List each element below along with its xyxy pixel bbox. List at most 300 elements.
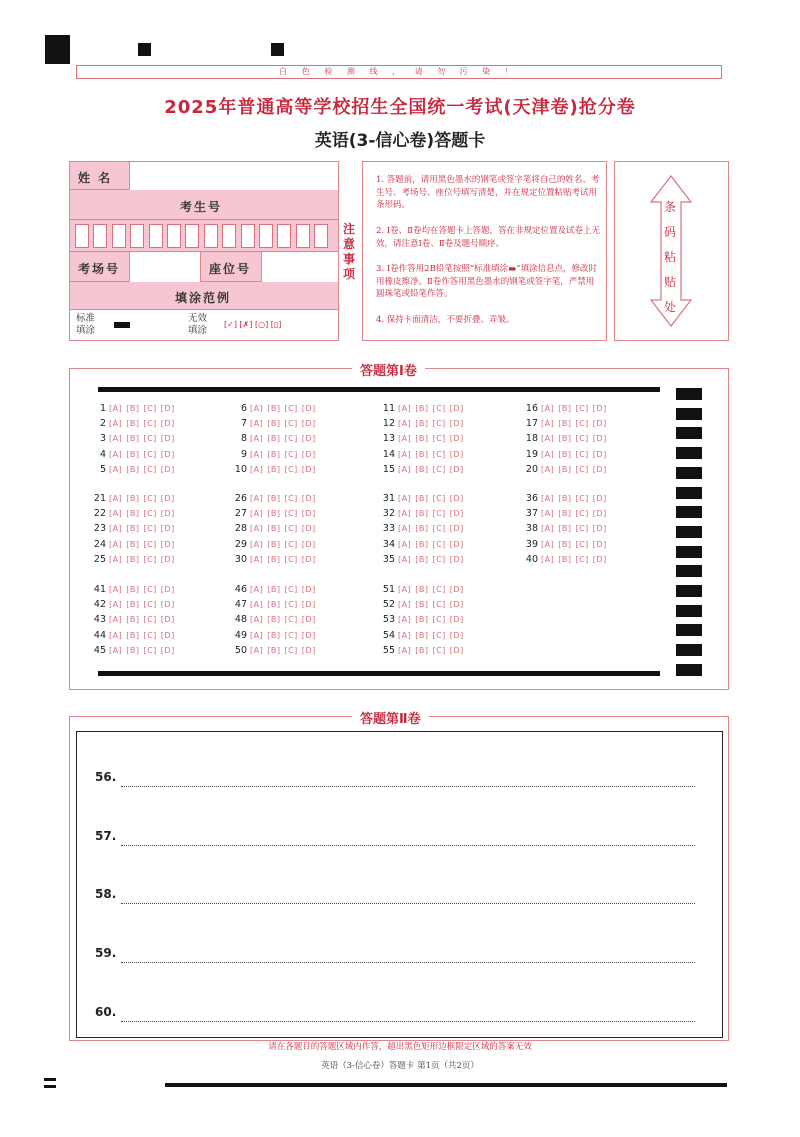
option-bubble[interactable]: [A] [398,630,412,640]
question-number: 60. [95,1005,117,1019]
timing-mark [676,546,702,558]
option-bubble[interactable]: [C] [284,449,298,459]
seat-field[interactable] [262,252,338,283]
option-bubble[interactable]: [C] [575,464,589,474]
question-number: 10 [234,463,247,475]
option-bubble[interactable]: [D] [160,494,175,503]
option-bubble[interactable]: [C] [143,494,157,503]
option-bubble[interactable]: [A] [109,554,123,564]
option-bubble[interactable]: [D] [449,600,464,610]
option-bubble[interactable]: [D] [449,434,464,444]
card-subtitle: 英语(3-信心卷)答题卡 [314,131,486,151]
option-bubble[interactable]: [D] [449,494,464,503]
registration-mark-large [45,35,70,64]
option-bubble[interactable]: [A] [250,600,264,610]
option-bubble[interactable]: [A] [250,554,264,564]
option-bubble[interactable]: [C] [143,464,157,474]
option-bubble[interactable]: [D] [449,539,464,549]
option-bubble[interactable]: [B] [415,494,429,503]
name-field[interactable] [130,162,338,191]
option-bubble[interactable]: [D] [301,464,316,474]
option-bubble[interactable]: [D] [160,464,175,474]
option-bubble[interactable]: [B] [415,449,429,459]
option-bubble[interactable]: [C] [284,585,298,594]
option-bubble[interactable]: [A] [398,585,412,594]
mcq-question [524,493,611,504]
option-bubble[interactable]: [C] [432,645,446,655]
option-bubble[interactable]: [D] [592,494,607,503]
option-bubble[interactable]: [A] [398,404,412,413]
option-bubble[interactable]: [B] [126,494,140,503]
option-bubble[interactable]: [D] [592,509,607,519]
option-bubble[interactable]: [A] [250,585,264,594]
option-bubble[interactable]: [D] [592,434,607,444]
option-bubble[interactable]: [A] [109,539,123,549]
option-bubble[interactable]: [B] [126,524,140,534]
mcq-question [92,508,179,519]
option-bubble[interactable]: [B] [126,464,140,474]
mcq-question [233,630,320,641]
exam-number-digit-box[interactable] [204,224,218,248]
room-field[interactable] [130,252,200,283]
option-bubble[interactable]: [A] [398,419,412,429]
option-bubble[interactable]: [C] [143,539,157,549]
answer-line[interactable] [121,903,695,904]
option-bubble[interactable]: [D] [301,404,316,413]
timing-mark [676,565,702,577]
option-bubble[interactable]: [A] [250,645,264,655]
option-bubble[interactable]: [C] [575,449,589,459]
option-bubble[interactable]: [B] [267,434,281,444]
option-bubble[interactable]: [B] [415,464,429,474]
option-bubble[interactable]: [A] [250,434,264,444]
option-bubble[interactable]: [A] [398,600,412,610]
barcode-area[interactable] [614,161,729,341]
option-bubble[interactable]: [D] [160,615,175,625]
question-number: 38 [525,523,538,535]
option-bubble[interactable]: [D] [301,615,316,625]
option-bubble[interactable]: [C] [575,539,589,549]
option-bubble[interactable]: [B] [126,539,140,549]
mcq-question [524,554,611,565]
option-bubble[interactable]: [A] [109,524,123,534]
option-bubble[interactable]: [B] [267,554,281,564]
option-bubble[interactable]: [C] [432,404,446,413]
option-bubble[interactable]: [D] [160,449,175,459]
option-bubble[interactable]: [A] [398,449,412,459]
question-number: 44 [93,629,106,641]
mcq-question [381,614,468,625]
exam-number-digit-box[interactable] [222,224,236,248]
mcq-question [524,403,611,414]
option-bubble[interactable]: [A] [109,630,123,640]
mcq-question [92,599,179,610]
option-bubble[interactable]: [B] [415,630,429,640]
option-bubble[interactable]: [A] [250,539,264,549]
option-bubble[interactable]: [A] [541,509,555,519]
mcq-question [92,493,179,504]
mcq-question [381,599,468,610]
option-bubble[interactable]: [C] [143,524,157,534]
option-bubble[interactable]: [B] [126,645,140,655]
option-bubble[interactable]: [C] [143,554,157,564]
option-bubble[interactable]: [B] [558,539,572,549]
option-bubble[interactable]: [B] [267,509,281,519]
option-bubble[interactable]: [D] [301,539,316,549]
question-number: 50 [234,644,247,656]
option-bubble[interactable]: [A] [541,464,555,474]
option-bubble[interactable]: [A] [250,419,264,429]
option-bubble[interactable]: [D] [449,645,464,655]
option-bubble[interactable]: [A] [541,554,555,564]
option-bubble[interactable]: [D] [301,509,316,519]
option-bubble[interactable]: [D] [592,524,607,534]
option-bubble[interactable]: [B] [415,404,429,413]
option-bubble[interactable]: [A] [250,404,264,413]
option-bubble[interactable]: [B] [558,419,572,429]
option-bubble[interactable]: [B] [558,434,572,444]
option-bubble[interactable]: [B] [415,524,429,534]
option-bubble[interactable]: [A] [109,449,123,459]
option-bubble[interactable]: [C] [284,539,298,549]
option-bubble[interactable]: [D] [301,630,316,640]
option-bubble[interactable]: [A] [109,615,123,625]
option-bubble[interactable]: [A] [541,524,555,534]
option-bubble[interactable]: [D] [301,434,316,444]
option-bubble[interactable]: [C] [284,464,298,474]
option-bubble[interactable]: [A] [109,464,123,474]
option-bubble[interactable]: [A] [250,449,264,459]
mcq-question [233,599,320,610]
option-bubble[interactable]: [D] [301,600,316,610]
option-bubble[interactable]: [C] [143,419,157,429]
option-bubble[interactable]: [B] [415,600,429,610]
option-bubble[interactable]: [D] [160,554,175,564]
exam-number-digit-box[interactable] [93,224,107,248]
option-bubble[interactable]: [A] [398,645,412,655]
option-bubble[interactable]: [B] [415,585,429,594]
option-bubble[interactable]: [C] [575,509,589,519]
exam-number-digit-box[interactable] [75,224,89,248]
option-bubble[interactable]: [B] [415,539,429,549]
option-bubble[interactable]: [D] [160,539,175,549]
answer-line[interactable] [121,1021,695,1022]
option-bubble[interactable]: [B] [415,419,429,429]
mcq-question [92,523,179,534]
option-bubble[interactable]: [D] [160,524,175,534]
option-bubble[interactable]: [C] [432,464,446,474]
option-bubble[interactable]: [A] [250,615,264,625]
invalid-fill-label: 无效填涂 [188,313,208,336]
option-bubble[interactable]: [D] [160,434,175,444]
option-bubble[interactable]: [B] [267,600,281,610]
question-number: 40 [525,553,538,565]
option-bubble[interactable]: [A] [398,494,412,503]
option-bubble[interactable]: [A] [541,434,555,444]
option-bubble[interactable]: [D] [301,554,316,564]
option-bubble[interactable]: [C] [432,449,446,459]
option-bubble[interactable]: [D] [592,404,607,413]
answer-line[interactable] [121,845,695,846]
option-bubble[interactable]: [C] [575,554,589,564]
answer-line[interactable] [121,962,695,963]
mcq-question [524,449,611,460]
option-bubble[interactable]: [D] [592,464,607,474]
timing-mark [676,427,702,439]
option-bubble[interactable]: [C] [284,630,298,640]
option-bubble[interactable]: [A] [109,434,123,444]
option-bubble[interactable]: [A] [109,419,123,429]
option-bubble[interactable]: [C] [432,615,446,625]
exam-number-digit-box[interactable] [185,224,199,248]
option-bubble[interactable]: [D] [449,419,464,429]
option-bubble[interactable]: [B] [558,494,572,503]
mcq-question [381,645,468,656]
option-bubble[interactable]: [D] [301,524,316,534]
question-number: 47 [234,599,247,611]
option-bubble[interactable]: [C] [432,524,446,534]
exam-number-digit-box[interactable] [130,224,144,248]
option-bubble[interactable]: [C] [432,494,446,503]
option-bubble[interactable]: [D] [160,645,175,655]
question-number: 32 [382,508,395,520]
option-bubble[interactable]: [A] [398,524,412,534]
option-bubble[interactable]: [A] [250,524,264,534]
mcq-question [233,403,320,414]
option-bubble[interactable]: [B] [415,645,429,655]
option-bubble[interactable]: [D] [449,449,464,459]
question-number: 17 [525,418,538,430]
mcq-question [381,630,468,641]
option-bubble[interactable]: [B] [415,434,429,444]
mcq-question [524,464,611,475]
option-bubble[interactable]: [C] [284,494,298,503]
option-bubble[interactable]: [A] [398,464,412,474]
option-bubble[interactable]: [B] [558,509,572,519]
option-bubble[interactable]: [D] [449,464,464,474]
option-bubble[interactable]: [C] [432,509,446,519]
option-bubble[interactable]: [B] [126,434,140,444]
option-bubble[interactable]: [C] [432,600,446,610]
option-bubble[interactable]: [C] [284,419,298,429]
option-bubble[interactable]: [C] [284,554,298,564]
option-bubble[interactable]: [B] [558,554,572,564]
option-bubble[interactable]: [C] [143,434,157,444]
option-bubble[interactable]: [B] [126,615,140,625]
option-bubble[interactable]: [D] [449,585,464,594]
mcq-question [381,449,468,460]
written-answer-box[interactable] [76,731,723,1038]
option-bubble[interactable]: [D] [160,585,175,594]
question-number: 51 [382,584,395,595]
option-bubble[interactable]: [B] [267,539,281,549]
option-bubble[interactable]: [A] [250,630,264,640]
timing-mark [676,664,702,676]
option-bubble[interactable]: [C] [143,509,157,519]
option-bubble[interactable]: [B] [267,645,281,655]
option-bubble[interactable]: [B] [267,404,281,413]
option-bubble[interactable]: [D] [449,404,464,413]
exam-number-digit-box[interactable] [314,224,328,248]
option-bubble[interactable]: [B] [126,600,140,610]
mcq-question [524,508,611,519]
option-bubble[interactable]: [C] [432,434,446,444]
option-bubble[interactable]: [C] [432,585,446,594]
option-bubble[interactable]: [A] [250,509,264,519]
question-number: 55 [382,644,395,656]
option-bubble[interactable]: [C] [575,404,589,413]
option-bubble[interactable]: [C] [143,449,157,459]
option-bubble[interactable]: [D] [592,449,607,459]
question-number: 52 [382,599,395,611]
option-bubble[interactable]: [B] [126,630,140,640]
option-bubble[interactable]: [B] [267,524,281,534]
option-bubble[interactable]: [D] [160,404,175,413]
option-bubble[interactable]: [C] [575,419,589,429]
option-bubble[interactable]: [C] [284,509,298,519]
option-bubble[interactable]: [B] [126,509,140,519]
section-2-title: 答题第Ⅱ卷 [352,708,429,727]
question-number: 57. [95,829,117,843]
option-bubble[interactable]: [A] [398,554,412,564]
option-bubble[interactable]: [A] [250,464,264,474]
option-bubble[interactable]: [D] [449,615,464,625]
option-bubble[interactable]: [A] [109,645,123,655]
option-bubble[interactable]: [A] [398,539,412,549]
option-bubble[interactable]: [A] [541,494,555,503]
option-bubble[interactable]: [B] [126,419,140,429]
option-bubble[interactable]: [D] [301,419,316,429]
mcq-question [92,645,179,656]
option-bubble[interactable]: [C] [143,615,157,625]
option-bubble[interactable]: [A] [109,494,123,503]
option-bubble[interactable]: [B] [126,404,140,413]
option-bubble[interactable]: [C] [284,600,298,610]
exam-number-digit-box[interactable] [167,224,181,248]
option-bubble[interactable]: [A] [541,539,555,549]
timing-mark [676,467,702,479]
option-bubble[interactable]: [D] [449,524,464,534]
option-bubble[interactable]: [B] [415,554,429,564]
option-bubble[interactable]: [A] [398,509,412,519]
registration-mark-small [44,1078,56,1081]
option-bubble[interactable]: [A] [109,600,123,610]
option-bubble[interactable]: [D] [449,630,464,640]
option-bubble[interactable]: [B] [558,404,572,413]
option-bubble[interactable]: [C] [143,585,157,594]
exam-number-digit-box[interactable] [241,224,255,248]
option-bubble[interactable]: [D] [160,509,175,519]
timing-mark [676,644,702,656]
option-bubble[interactable]: [D] [449,509,464,519]
option-bubble[interactable]: [C] [143,404,157,413]
option-bubble[interactable]: [B] [558,449,572,459]
exam-number-digit-box[interactable] [112,224,126,248]
option-bubble[interactable]: [B] [267,494,281,503]
question-number: 49 [234,629,247,641]
option-bubble[interactable]: [B] [267,615,281,625]
option-bubble[interactable]: [C] [432,630,446,640]
option-bubble[interactable]: [D] [160,600,175,610]
option-bubble[interactable]: [A] [109,509,123,519]
option-bubble[interactable]: [D] [160,419,175,429]
option-bubble[interactable]: [D] [301,645,316,655]
exam-number-digit-box[interactable] [259,224,273,248]
option-bubble[interactable]: [C] [575,524,589,534]
option-bubble[interactable]: [C] [432,539,446,549]
question-number: 2 [99,418,106,430]
option-bubble[interactable]: [A] [541,404,555,413]
option-bubble[interactable]: [B] [415,509,429,519]
option-bubble[interactable]: [B] [126,449,140,459]
option-bubble[interactable]: [C] [575,434,589,444]
option-bubble[interactable]: [B] [267,585,281,594]
option-bubble[interactable]: [B] [558,464,572,474]
option-bubble[interactable]: [C] [143,645,157,655]
option-bubble[interactable]: [A] [398,434,412,444]
question-number: 19 [525,448,538,460]
registration-mark [271,43,284,56]
option-bubble[interactable]: [D] [301,585,316,594]
option-bubble[interactable]: [B] [558,524,572,534]
option-bubble[interactable]: [B] [126,585,140,594]
option-bubble[interactable]: [B] [415,615,429,625]
question-number: 46 [234,584,247,595]
option-bubble[interactable]: [C] [284,434,298,444]
option-bubble[interactable]: [A] [109,585,123,594]
option-bubble[interactable]: [D] [592,419,607,429]
option-bubble[interactable]: [A] [250,494,264,503]
option-bubble[interactable]: [C] [284,615,298,625]
option-bubble[interactable]: [A] [541,449,555,459]
option-bubble[interactable]: [A] [398,615,412,625]
option-bubble[interactable]: [B] [267,449,281,459]
exam-number-digit-box[interactable] [296,224,310,248]
option-bubble[interactable]: [B] [267,419,281,429]
option-bubble[interactable]: [D] [301,494,316,503]
notice-item: 1. 答题前，请用黑色墨水的钢笔或签字笔将自己的姓名、考生号、考场号、座位号填写清楚，并在规定位置粘贴考试用条形码。 [376,175,600,211]
option-bubble[interactable]: [A] [541,419,555,429]
option-bubble[interactable]: [C] [284,524,298,534]
mcq-question [233,539,320,550]
option-bubble[interactable]: [B] [126,554,140,564]
mcq-question [381,523,468,534]
option-bubble[interactable]: [C] [143,630,157,640]
exam-number-digit-box[interactable] [277,224,291,248]
option-bubble[interactable]: [B] [267,464,281,474]
option-bubble[interactable]: [C] [284,404,298,413]
question-number: 6 [240,403,247,414]
notice-item: 3. Ⅰ卷作答用2B铅笔按照“标准填涂▬”填涂信息点，修改时用橡皮擦净。Ⅱ卷作答用黑色墨水的钢笔或签字笔，严禁用圆珠笔或铅笔作答。 [376,264,598,300]
option-bubble[interactable]: [C] [575,494,589,503]
answer-line[interactable] [121,786,695,787]
option-bubble[interactable]: [C] [432,419,446,429]
option-bubble[interactable]: [C] [284,645,298,655]
option-bubble[interactable]: [D] [592,554,607,564]
timing-mark [676,506,702,518]
option-bubble[interactable]: [C] [432,554,446,564]
question-number: 29 [234,538,247,550]
option-bubble[interactable]: [B] [267,630,281,640]
option-bubble[interactable]: [D] [160,630,175,640]
option-bubble[interactable]: [C] [143,600,157,610]
exam-number-digit-box[interactable] [149,224,163,248]
option-bubble[interactable]: [D] [592,539,607,549]
option-bubble[interactable]: [D] [301,449,316,459]
option-bubble[interactable]: [D] [449,554,464,564]
option-bubble[interactable]: [A] [109,404,123,413]
question-number: 27 [234,508,247,520]
